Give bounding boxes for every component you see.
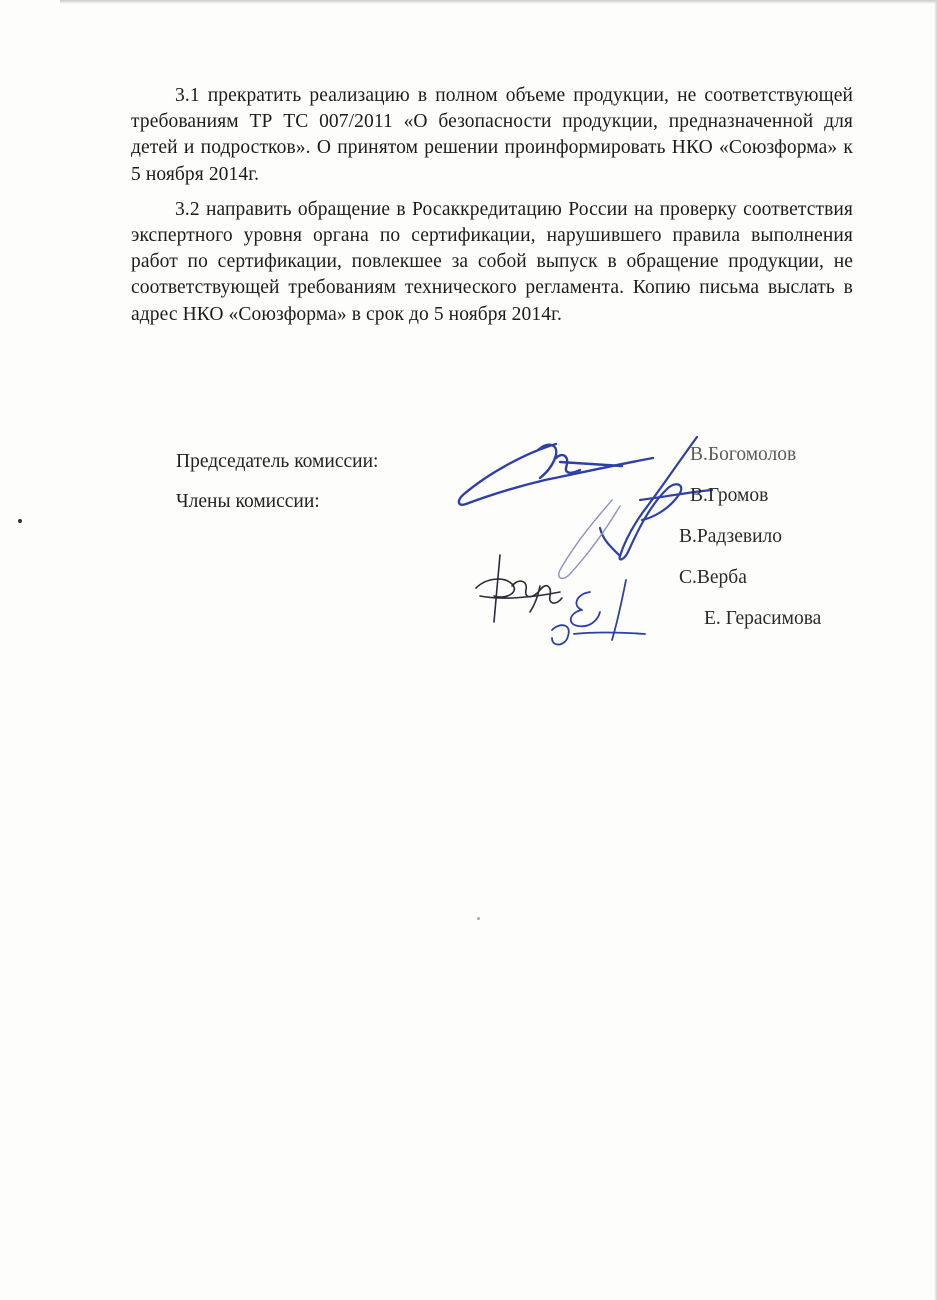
scan-shadow-top xyxy=(60,0,937,4)
paragraph-3-2: 3.2 направить обращение в Росаккредитацию России на проверку соответствия экспертного уровня органа по сертификации, нарушившего правила выполнения работ по сертификации, повлекшее за собой выпуск в обращение продукции, не соответствующей требованиям технического регламента. Копию письма выслать в адрес НКО «Союзформа» в срок до 5 ноября 2014г. xyxy=(131,198,853,325)
signature-gerasimova xyxy=(552,580,645,645)
scan-speck xyxy=(18,519,22,523)
member-name-gromov: В.Громов xyxy=(690,485,769,506)
signature-radzevilo xyxy=(559,500,620,578)
members-label: Члены комиссии: xyxy=(176,491,320,512)
member-name-verba: С.Верба xyxy=(679,567,747,588)
signature-bogomolov xyxy=(459,444,653,505)
member-name-radzevilo: В.Радзевило xyxy=(679,526,783,547)
member-name-bogomolov: В.Богомолов xyxy=(690,444,797,465)
signature-verba xyxy=(476,555,562,622)
scan-speck xyxy=(477,917,480,920)
member-name-gerasimova: Е. Герасимова xyxy=(704,608,822,629)
document-body xyxy=(131,83,853,337)
paragraph-3-1: 3.1 прекратить реализацию в полном объеме продукции, не соответствующей требованиям ТР ТС 007/2011 «О безопасности продукции, предназначенной для детей и подростков». О принятом решении проинформировать НКО «Союзформа» к 5 ноября 2014г. xyxy=(131,85,853,185)
chairman-label: Председатель комиссии: xyxy=(176,451,379,472)
